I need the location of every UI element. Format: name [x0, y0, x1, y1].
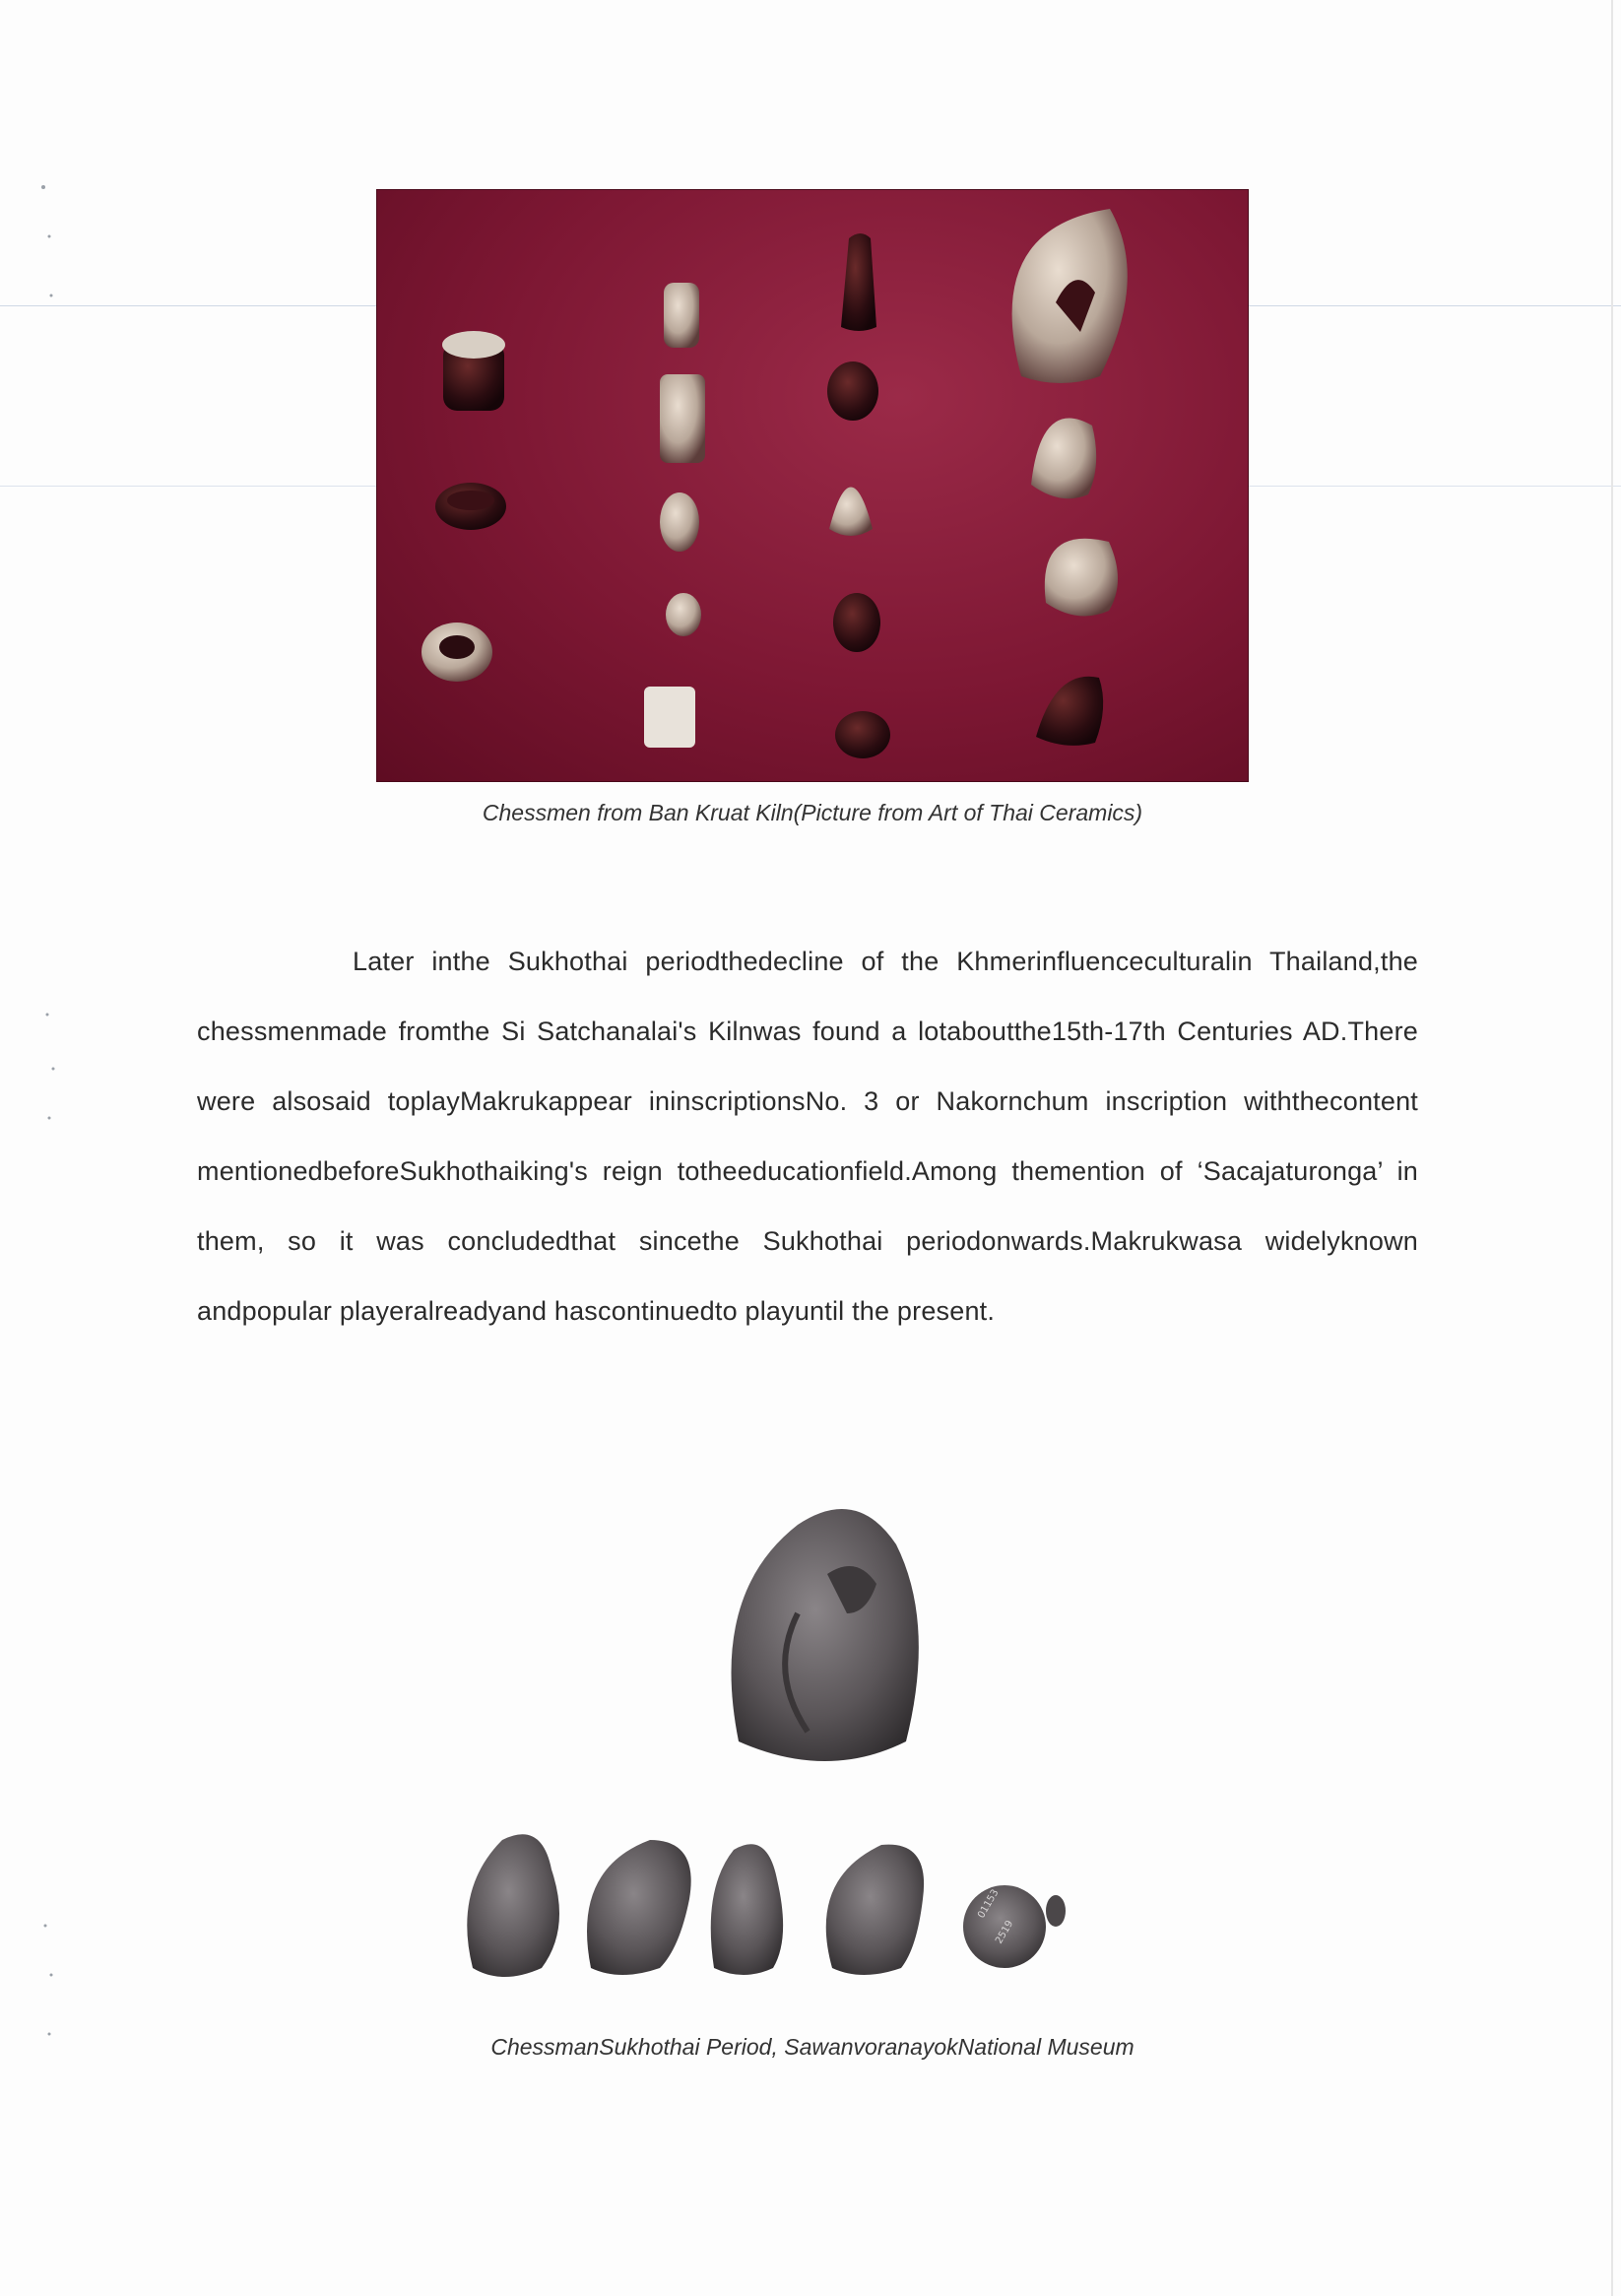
svg-text:2519: 2519 — [994, 1918, 1016, 1946]
svg-text:01153: 01153 — [976, 1887, 1002, 1921]
figure-caption-1: Chessmen from Ban Kruat Kiln(Picture from Art of Thai Ceramics) — [482, 800, 1143, 825]
column-3 — [827, 233, 890, 758]
small-pieces — [467, 1834, 1066, 1977]
stone-chessman-photo — [453, 1456, 1201, 2007]
page-edge — [1611, 0, 1613, 2296]
large-piece — [732, 1509, 919, 1761]
scan-specks — [39, 0, 69, 2296]
column-2 — [644, 283, 705, 748]
column-1 — [421, 331, 506, 682]
figure-caption-2: ChessmanSukhothai Period, SawanvoranayokNational Museum — [490, 2034, 1135, 2060]
column-4 — [1012, 209, 1128, 746]
body-paragraph: Later inthe Sukhothai periodthedecline of the Khmerinfluenceculturalin Thailand,the chessmenmade fromthe Si Satchanalai's Kilnwas found a lotaboutthe15th-17th Centuries AD.There were alsosaid toplayMakrukappear ininscriptionsNo. 3 or Nakornchum inscription withthecontent mentionedbeforeSukhothaiking's reign totheeducationfield.Among themention of ‘Sacajaturonga’ in them, so it was concludedthat sincethe Sukhothai periodonwards.Makrukwasa widelyknown andpopular playeralreadyand hascontinuedto playuntil the present. — [197, 947, 1418, 1326]
chessmen-photo — [376, 189, 1249, 782]
